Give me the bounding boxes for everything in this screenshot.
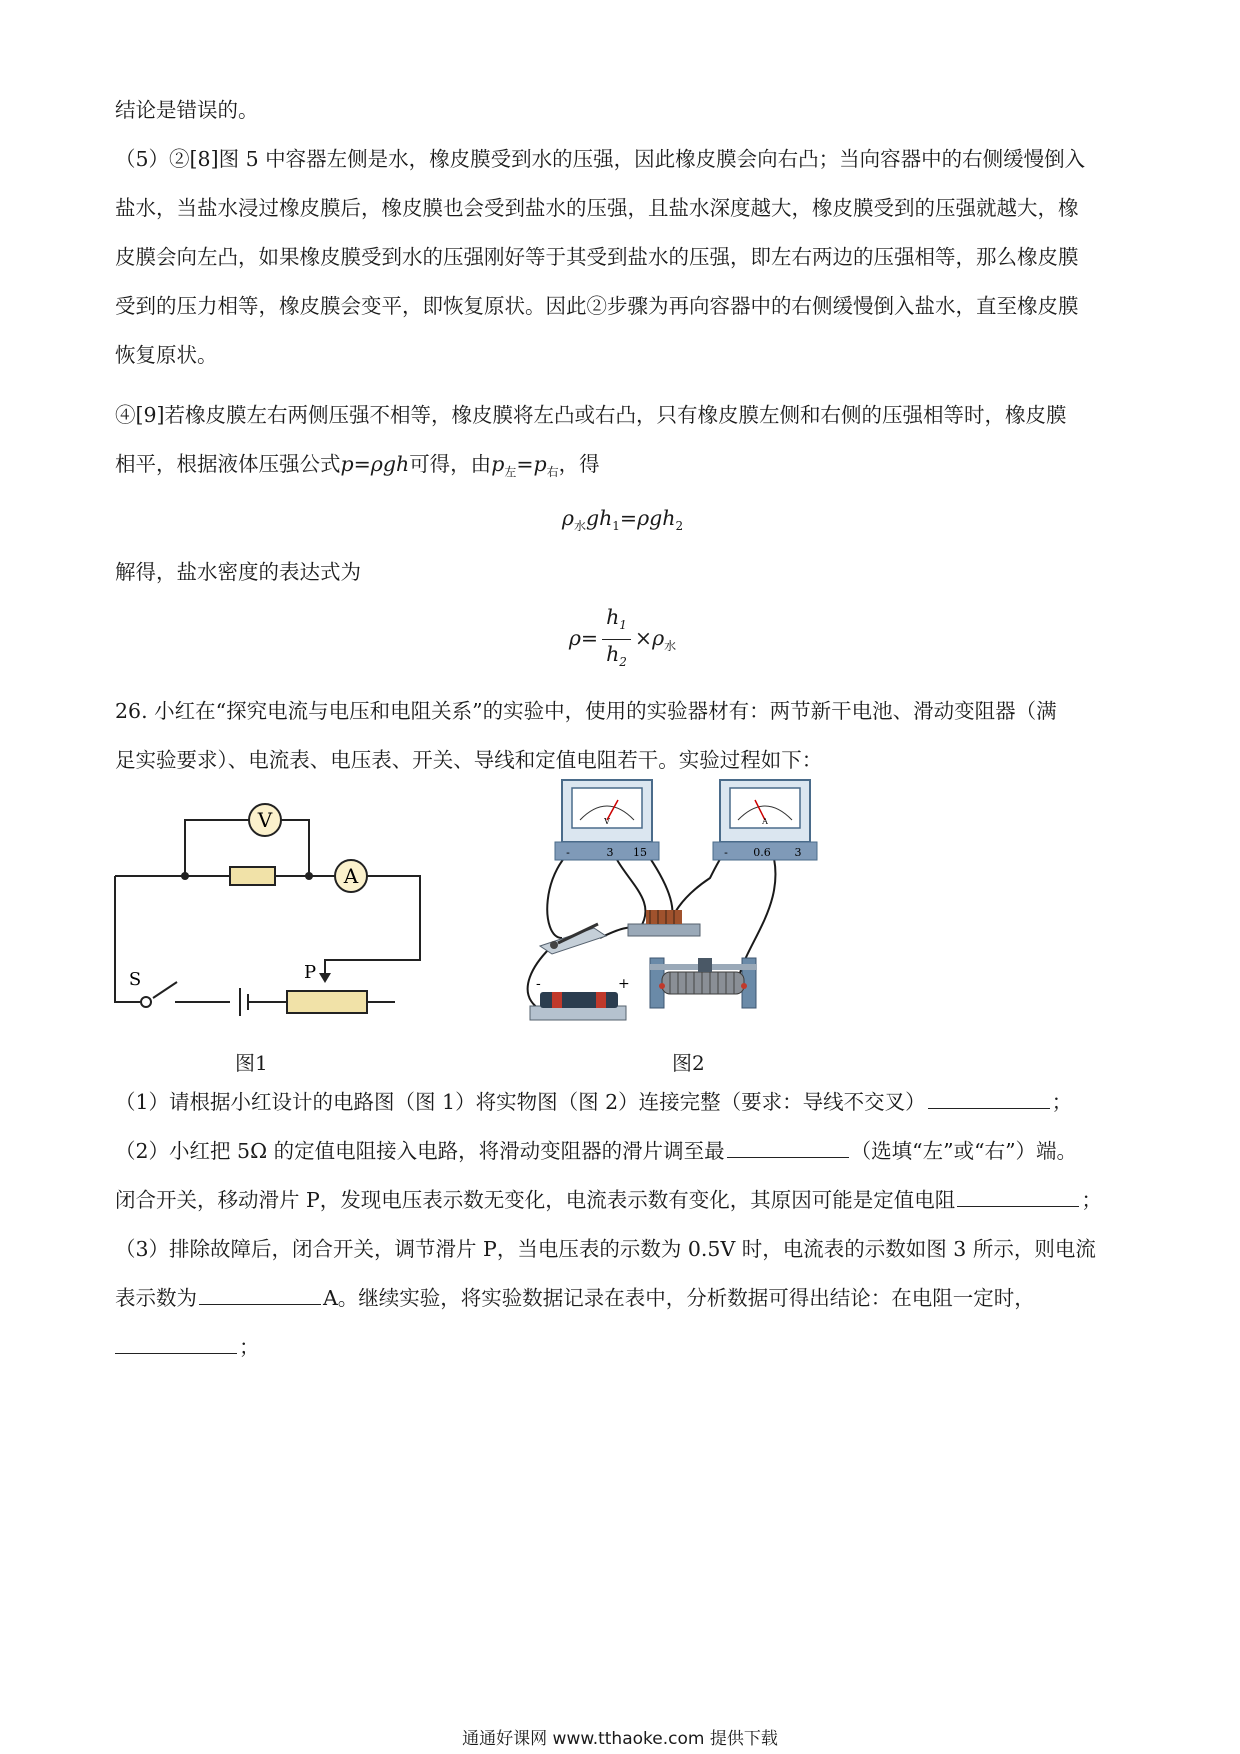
eq1-gh: gh [585,506,613,530]
voltmeter-label: V [257,808,273,832]
q3-line-1: （3）排除故障后，闭合开关，调节滑片 P，当电压表的示数为 0.5V 时，电流表的示数如图 3 所示，则电流 [115,1237,1096,1261]
eq2-rho-sub: 水 [664,639,677,654]
ammeter-face-letter: A [762,817,768,826]
eq2-den-sub: 2 [619,655,627,670]
slider-arrow-icon [319,973,331,983]
para3-line-2 [115,440,1130,497]
p-left-sub: 左 [504,465,517,480]
voltmeter-terminal-minus: - [566,846,570,859]
q2-text-a: （2）小红把 5Ω 的定值电阻接入电路，将滑动变阻器的滑片调至最 [115,1139,725,1163]
ammeter-terminal-0-6: 0.6 [753,846,771,859]
q3-line3-end: ； [239,1335,260,1359]
eq2-times: × [634,626,653,651]
q26-line-2: 足实验要求）、电流表、电压表、开关、导线和定值电阻若干。实验过程如下： [115,748,823,772]
p-right-sub: 右 [546,465,559,480]
q1-text: （1）请根据小红设计的电路图（图 1）将实物图（图 2）连接完整（要求：导线不交叉） [115,1090,926,1114]
answer-blank-q2-fault[interactable] [957,1184,1079,1207]
text-seg: ，得 [558,452,600,476]
page-footer: 通通好课网 www.tthaoke.com 提供下载 [462,1729,778,1749]
equation-2 [115,603,1130,676]
eq2-num-sub: 1 [619,618,627,633]
eq1-sub1: 1 [612,519,620,534]
q2-text-b: （选填“左”或“右”）端。 [850,1139,1078,1163]
eq1-rho-sub: 水 [573,519,586,534]
q2-line2-end: ； [1081,1188,1102,1212]
eq2-den-h: h [606,642,620,667]
fig1-caption: 图1 [235,1051,268,1075]
q2-line2-text: 闭合开关，移动滑片 P，发现电压表示数无变化，电流表示数有变化，其原因可能是定值电阻 [115,1188,956,1212]
q3-line-3 [115,1323,1130,1372]
eq2-numerator [602,603,631,640]
switch-label: S [128,969,142,990]
q3-text-a: 表示数为 [115,1286,197,1310]
answer-blank-q3-conclusion[interactable] [115,1331,237,1354]
rheostat-device [650,958,756,1008]
answer-blank-q3-current[interactable] [199,1282,321,1305]
para2-line-1: （5）②[8]图 5 中容器左侧是水，橡皮膜受到水的压强，因此橡皮膜会向右凸；当向容器中的右侧缓慢倒入 [115,147,1086,171]
para2-line-3: 皮膜会向左凸，如果橡皮膜受到水的压强刚好等于其受到盐水的压强，即左右两边的压强相等，那么橡皮膜 [115,245,1079,269]
ammeter-terminal-3: 3 [794,846,802,859]
voltmeter-terminal-15: 15 [633,846,647,859]
fig2-caption: 图2 [672,1051,705,1075]
eq2-denominator [602,640,631,676]
equals-sign: = [516,452,534,476]
para2-line-4: 受到的压力相等，橡皮膜会变平，即恢复原状。因此②步骤为再向容器中的右侧缓慢倒入盐水，直至橡皮膜 [115,294,1079,318]
eq1-sub2: 2 [675,519,684,534]
battery-minus-label: - [536,976,541,992]
eq1-rho: ρ [561,506,574,530]
para2-line-2: 盐水，当盐水浸过橡皮膜后，橡皮膜也会受到盐水的压强，且盐水深度越大，橡皮膜受到的压强就越大，橡 [115,196,1079,220]
q2-line-2 [115,1176,1130,1225]
q26-line-1: 26. 小红在“探究电流与电压和电阻关系”的实验中，使用的实验器材有：两节新干电池、滑动变阻器（满 [115,699,1057,723]
q1-line [115,1078,1130,1127]
voltmeter-device [555,780,659,860]
formula-inline: p=ρgh [340,452,410,476]
p-left: p [491,452,505,476]
eq2-fraction [602,603,631,676]
q3-line-2 [115,1274,1130,1323]
para2-line-5: 恢复原状。 [115,343,218,367]
battery-plus-label: + [618,976,630,992]
para4: 解得，盐水密度的表达式为 [115,560,361,584]
eq2-rho: ρ [652,626,665,651]
p-right: p [533,452,547,476]
text-seg: 相平，根据液体压强公式 [115,452,341,476]
para-conclusion: 结论是错误的。 [115,98,259,122]
answer-blank-q1[interactable] [928,1086,1050,1109]
voltmeter-terminal-3: 3 [606,846,614,859]
slider-label: P [303,962,317,983]
eq2-num-h: h [606,605,620,629]
answer-blank-q2-direction[interactable] [727,1135,849,1158]
q3-text-b: A。继续实验，将实验数据记录在表中，分析数据可得出结论：在电阻一定时， [323,1286,1035,1310]
eq1-mid: =ρgh [619,506,676,530]
para3-line-1: ④[9]若橡皮膜左右两侧压强不相等，橡皮膜将左凸或右凸，只有橡皮膜左侧和右侧的压强相等时，橡皮膜 [115,403,1067,427]
voltmeter-face-letter: V [604,817,610,826]
ammeter-device [713,780,817,860]
text-seg: 可得，由 [409,452,492,476]
ammeter-label: A [343,864,359,888]
apparatus-fig2 [510,778,890,1040]
eq2-lhs: ρ= [568,626,599,651]
fixed-resistor-device [628,910,700,936]
circuit-diagram-fig1 [105,780,435,1020]
q1-end: ； [1051,1090,1073,1114]
battery-device [530,976,630,1020]
equation-1 [115,494,1130,551]
q2-line-1 [115,1127,1130,1176]
ammeter-terminal-minus: - [724,846,728,859]
